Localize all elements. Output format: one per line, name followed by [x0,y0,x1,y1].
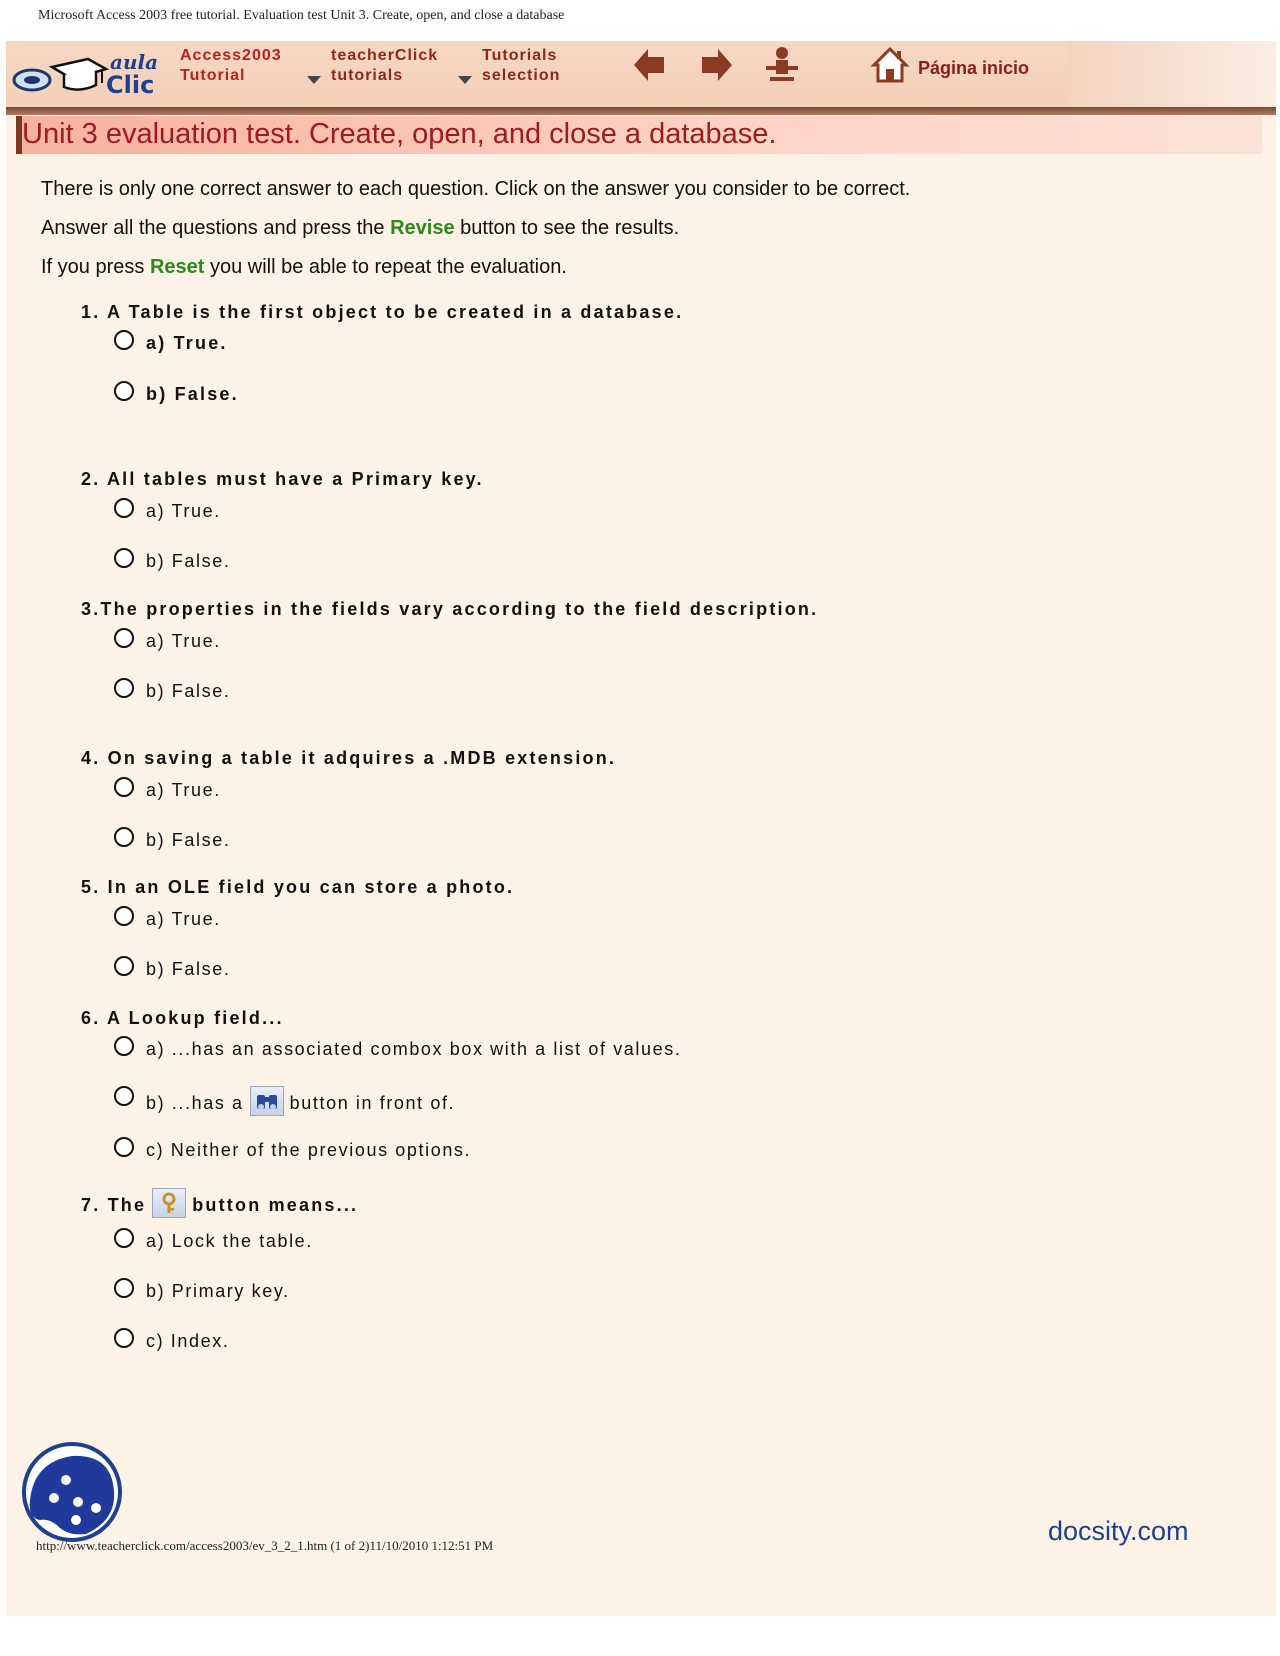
radio-button[interactable] [114,1086,134,1106]
back-arrow-icon[interactable] [630,45,670,85]
reset-keyword: Reset [149,256,205,278]
home-icon [870,45,910,85]
key-icon [152,1188,186,1218]
radio-button[interactable] [114,498,134,518]
intro-line-2: Answer all the questions and press the Revise button to see the results. [41,217,680,239]
question-6: 6. A Lookup field... [81,1008,284,1028]
binoculars-icon [250,1086,284,1116]
question-3: 3.The properties in the fields vary according to the field description. [81,599,819,619]
intro-line-1: There is only one correct answer to each question. Click on the answer you consider to be correct. [41,178,911,200]
revise-keyword: Revise [390,217,455,239]
logo-clic-text: Clic [106,71,155,99]
print-header: Microsoft Access 2003 free tutorial. Evaluation test Unit 3. Create, open, and close a database [38,8,565,23]
index-icon[interactable] [762,45,802,85]
teacherclick-tutorials-dropdown[interactable]: teacherClick tutorials [331,47,439,84]
radio-button[interactable] [114,1328,134,1348]
logo-aula-text: aula [110,50,159,74]
radio-button[interactable] [114,678,134,698]
footer-url: http://www.teacherclick.com/access2003/ev_3_2_1.htm (1 of 2)11/10/2010 1:12:51 PM [36,1538,494,1553]
radio-button[interactable] [114,1278,134,1298]
docsity-logo-icon [20,1440,124,1544]
radio-button[interactable] [114,956,134,976]
aulaclic-logo[interactable] [10,47,160,103]
home-label: Página inicio [918,58,1030,78]
question-5: 5. In an OLE field you can store a photo. [81,877,515,897]
page-title: Unit 3 evaluation test. Create, open, and close a database. [22,118,777,150]
question-1: 1. A Table is the first object to be created in a database. [81,302,684,322]
docsity-watermark: docsity.com [1048,1516,1189,1546]
home-link[interactable] [870,45,1060,89]
question-7: 7. The button means... [81,1191,358,1221]
radio-button[interactable] [114,1137,134,1157]
radio-button[interactable] [114,628,134,648]
radio-button[interactable] [114,381,134,401]
radio-button[interactable] [114,1228,134,1248]
radio-button[interactable] [114,827,134,847]
chevron-down-icon[interactable] [307,76,321,84]
page: aula Clic Access2003 Tutorial teacherClick tutorials Tutorials selection Página inicio Unit 3 evaluation test. Create, open, and close a database. There is only one correct answer to each question. Click on the answer you consider to be correct. Answer all the questions and press the Revise button to see the results. If you press Reset you will be able to repeat the evaluation. 1. A Table is the first object to be created in a database. a) True. b) False. 2. All tables must have a Primary key. a) True. b) False. 3.The properties in the fields vary according to the field description. a) True. b) False. 4. On saving a table it adquires a .MDB extension. a) True. b) False. 5. In an OLE field you can store a photo. a) True. b) False. 6. A Lookup field... a) ...has an associated combox box with a list of values. b) ...has a button in front of. c) Neither of the previous options. 7. The button means... a) Lock the table. b) Primary key. c) Index. [6,41,1276,1616]
intro-line-3: If you press Reset you will be able to repeat the evaluation. [41,256,567,278]
tutorials-selection-dropdown[interactable]: Tutorials selection [482,47,561,84]
forward-arrow-icon[interactable] [696,45,736,85]
radio-button[interactable] [114,777,134,797]
radio-button[interactable] [114,906,134,926]
radio-button[interactable] [114,1036,134,1056]
navigation-bar [6,41,1276,107]
radio-button[interactable] [114,330,134,350]
page-title-bar [20,116,1262,154]
question-4: 4. On saving a table it adquires a .MDB extension. [81,748,617,768]
chevron-down-icon[interactable] [458,76,472,84]
access2003-tutorial-link[interactable]: Access2003 Tutorial [180,47,282,84]
radio-button[interactable] [114,548,134,568]
question-2: 2. All tables must have a Primary key. [81,469,484,489]
